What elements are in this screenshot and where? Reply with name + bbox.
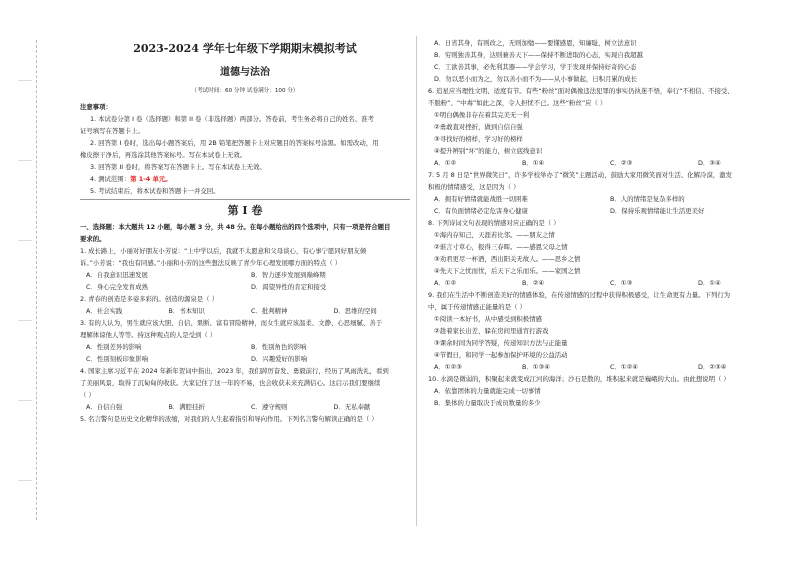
q8-option-b: B．②④ [522,279,545,287]
q9-item-2: ②趁着家长出差，躲在房间里通宵打游戏 [434,327,549,335]
q5-option-c: C．工欲善其事，必先利其器——学会学习，学于发现并保持好奇的心态 [434,63,637,71]
q7-option-c: C．有负面情绪必定危害身心健康 [434,207,528,215]
q2-option-a: A．社会实践 [86,307,123,315]
q4-option-c: C．遵守规则 [251,403,288,411]
section-instructions-cont: 要求的。 [80,235,106,243]
q2-stem: 2. 青春的创造是多姿多彩的。创造的源泉是（ ） [80,295,218,303]
q4-stem: 4. 国家主席习近平在 2024 年新年贺词中指出，2023 年，我们踔厉奋发、勇毅前行，经历了风雨洗礼，看到 [80,367,389,375]
q8-item-3: ③劝君更尽一杯酒，西出阳关无故人。——思乡之情 [434,255,581,263]
q1-option-c: C．身心完全发育成熟 [86,283,148,291]
q6-item-3: ③寻找好的榜样，学习好的榜样 [434,135,523,143]
q9-option-d: D．②③④ [698,363,727,371]
q10-stem: 10. 水滴是微弱的，积聚起来就变成江河的海洋；沙石是散的，堆积起来就是巍峨的大山。由此想说明（ ） [428,375,730,383]
note-2-cont: 橡皮擦干净后，再选涂其他答案标号。写在本试卷上无效。 [80,151,247,159]
q1-stem: 1. 成长路上，小丽对好朋友小芳说：“上中学以后，我就不太愿意和父母谈心，有心事宁愿同好朋友倾 [80,247,367,255]
exam-title: 2023-2024 学年七年级下学期期末模拟考试 [133,42,357,55]
q4-option-d: D．无私奉献 [333,403,371,411]
q9-option-c: C．①②④ [610,363,639,371]
q8-stem: 8. 下列诗词文句表现的情感对应正确的是（ ） [428,219,560,227]
q5-option-a: A．日省其身，有则改之，无则加勉——要懂感恩，知廉耻，树立法意识 [434,39,637,47]
q3-option-c: C．性别刻板印象影响 [86,355,148,363]
q1-option-a: A．自我意识迅速发展 [86,271,148,279]
q6-stem: 6. 追星应当理性文明、适度有节。有些“粉丝”面对偶像违法犯罪的事实仍执迷不悟，奉行“不相信、不接受、 [428,87,734,95]
q6-option-a: A．①② [434,159,457,167]
q3-option-a: A．性别差异的影响 [86,343,142,351]
q2-option-b: B．书本知识 [168,307,205,315]
q9-option-a: A．①②③ [434,363,462,371]
note-2: 2. 回答第 I 卷时，选出每小题答案后，用 2B 铅笔把答题卡上对应题目的答案标号涂黑。如需改动，用 [90,139,379,147]
q9-stem-cont: 中，属于传递情感正能量的是（ ） [428,303,526,311]
q3-stem-cont: 理解体谅他人等等。持这种观点的人是受到（ ） [80,331,217,339]
q9-item-4: ④节假日，和同学一起参加保护环境的公益活动 [434,351,568,359]
note-3: 3. 回答第 II 卷时，将答案写在答题卡上。写在本试卷上无效。 [90,163,266,171]
note-1: 1. 本试卷分第 I 卷（选择题）和第 II 卷（非选择题）两部分。答卷前，考生务必将自己的姓名、准考 [90,115,374,123]
q6-item-4: ④提升辨别“坏”的能力，树立底线意识 [434,147,543,155]
q10-option-b: B．集体的力量取决于成员数量的多少 [434,399,541,407]
q9-item-3: ③课余时间为同学答疑，传递知识方法与正能量 [434,339,568,347]
q8-option-c: C．①③ [610,279,633,287]
section-title: 第 I 卷 [227,204,263,217]
q6-item-2: ②勇敢直对挫折，做到自信自强 [434,123,523,131]
q4-option-a: A．自信自强 [86,403,123,411]
note-1-cont: 证号填写在答题卡上。 [80,127,144,135]
column-divider [416,36,417,526]
section-rule [80,199,410,200]
q7-option-a: A．拥有好情绪就能战胜一切困难 [434,195,528,203]
q7-stem-cont: 积极的情绪感受，这是因为（ ） [428,183,520,191]
q1-option-b: B．智力逐步发展到巅峰期 [251,271,326,279]
q5-option-d: D．勿以恶小而为之，勿以善小而不为——从小事做起，日积月累的成长 [434,75,638,83]
q2-option-c: C．批判精神 [251,307,288,315]
q7-option-d: D．保持乐观情绪能让生活更美好 [610,207,705,215]
exam-subject: 道德与法治 [220,67,270,78]
q3-stem: 3. 有的人认为，男生就应该大胆、自信、果断、富有冒险精神，而女生就应该温柔、文静、心思细腻、善于 [80,319,383,327]
q4-stem-cont: 了美丽风景，取得了沉甸甸的收获。大家记住了这一年的不易，也会收获未来充满信心。这启示我们要继续 [80,379,381,387]
q3-option-d: D．兴趣爱好的影响 [251,355,308,363]
binding-margin [14,40,37,520]
exam-meta: （考试时间：60 分钟 试卷满分：100 分） [191,88,299,94]
left-column [80,38,410,426]
q6-stem-cont: 不脱粉”、“中毒”如此之深，令人担忧不已。这些“粉丝”应（ ） [428,99,607,107]
q8-option-d: D．①④ [698,279,721,287]
q1-stem-cont: 诉。”小芳说：“我也有同感。”小丽和小芳的这些想法反映了青少年心理发展哪方面的特点（ ） [80,259,342,267]
section-instructions: 一、选择题：本大题共 12 小题，每小题 3 分，共 48 分。在每小题给出的四个选项中，只有一项是符合题目 [80,223,391,231]
q5-stem: 5. 名言警句是历史文化精华的浓缩，对我们的人生起着指引和导向作用。下列名言警句解读正确的是（ ） [80,415,378,423]
q9-item-1: ①阅读一本好书，从中感受到积极情感 [434,315,542,323]
q6-option-b: B．①④ [522,159,545,167]
q9-stem: 9. 我们在生活中不断创造美好的情感体验，在传递情感的过程中获得积极感受，让生命更有力量。下列行为 [428,291,731,299]
test-scope: 第 1-4 单元。 [130,175,172,183]
q4-stem-cont2: （ ） [80,391,95,399]
q1-option-d: D．渴望异性的肯定和接受 [251,283,327,291]
q2-option-d: D．思维的空间 [333,307,377,315]
note-5: 5. 考试结束后，将本试卷和答题卡一并交回。 [90,187,220,195]
q10-option-a: A．依靠团体的力量就能完成一切事情 [434,387,541,395]
q3-option-b: B．性别角色的影响 [251,343,307,351]
notes-heading: 注意事项： [80,103,112,111]
q8-item-1: ①海内存知己，天涯若比邻。——朋友之情 [434,231,555,239]
q9-option-b: B．①③④ [522,363,550,371]
q8-option-a: A．①② [434,279,457,287]
q7-stem: 7. 5 月 8 日是“世界微笑日”，许多学校举办了“微笑”主题活动，鼓励大家用微笑面对生活、化解冷漠，激发 [428,171,733,179]
q7-option-b: B．人的情绪是复杂多样的 [610,195,685,203]
q4-option-b: B．满腔挂折 [168,403,205,411]
q6-item-1: ①明白偶像非存在着其完美无一利 [434,111,530,119]
q8-item-4: ④先天下之忧而忧，后天下之乐而乐。——家国之情 [434,267,581,275]
right-column [428,38,780,410]
q5-option-b: B．穷则独善其身，达则兼善天下——保持不断进取的心态，实现自我超越 [434,51,643,59]
note-4: 4. 测试范围：第 1-4 单元。 [90,175,172,183]
q8-item-2: ②谁言寸草心，报得三春晖。——感恩父母之情 [434,243,568,251]
q6-option-c: C．②③ [610,159,633,167]
q6-option-d: D．③④ [698,159,721,167]
